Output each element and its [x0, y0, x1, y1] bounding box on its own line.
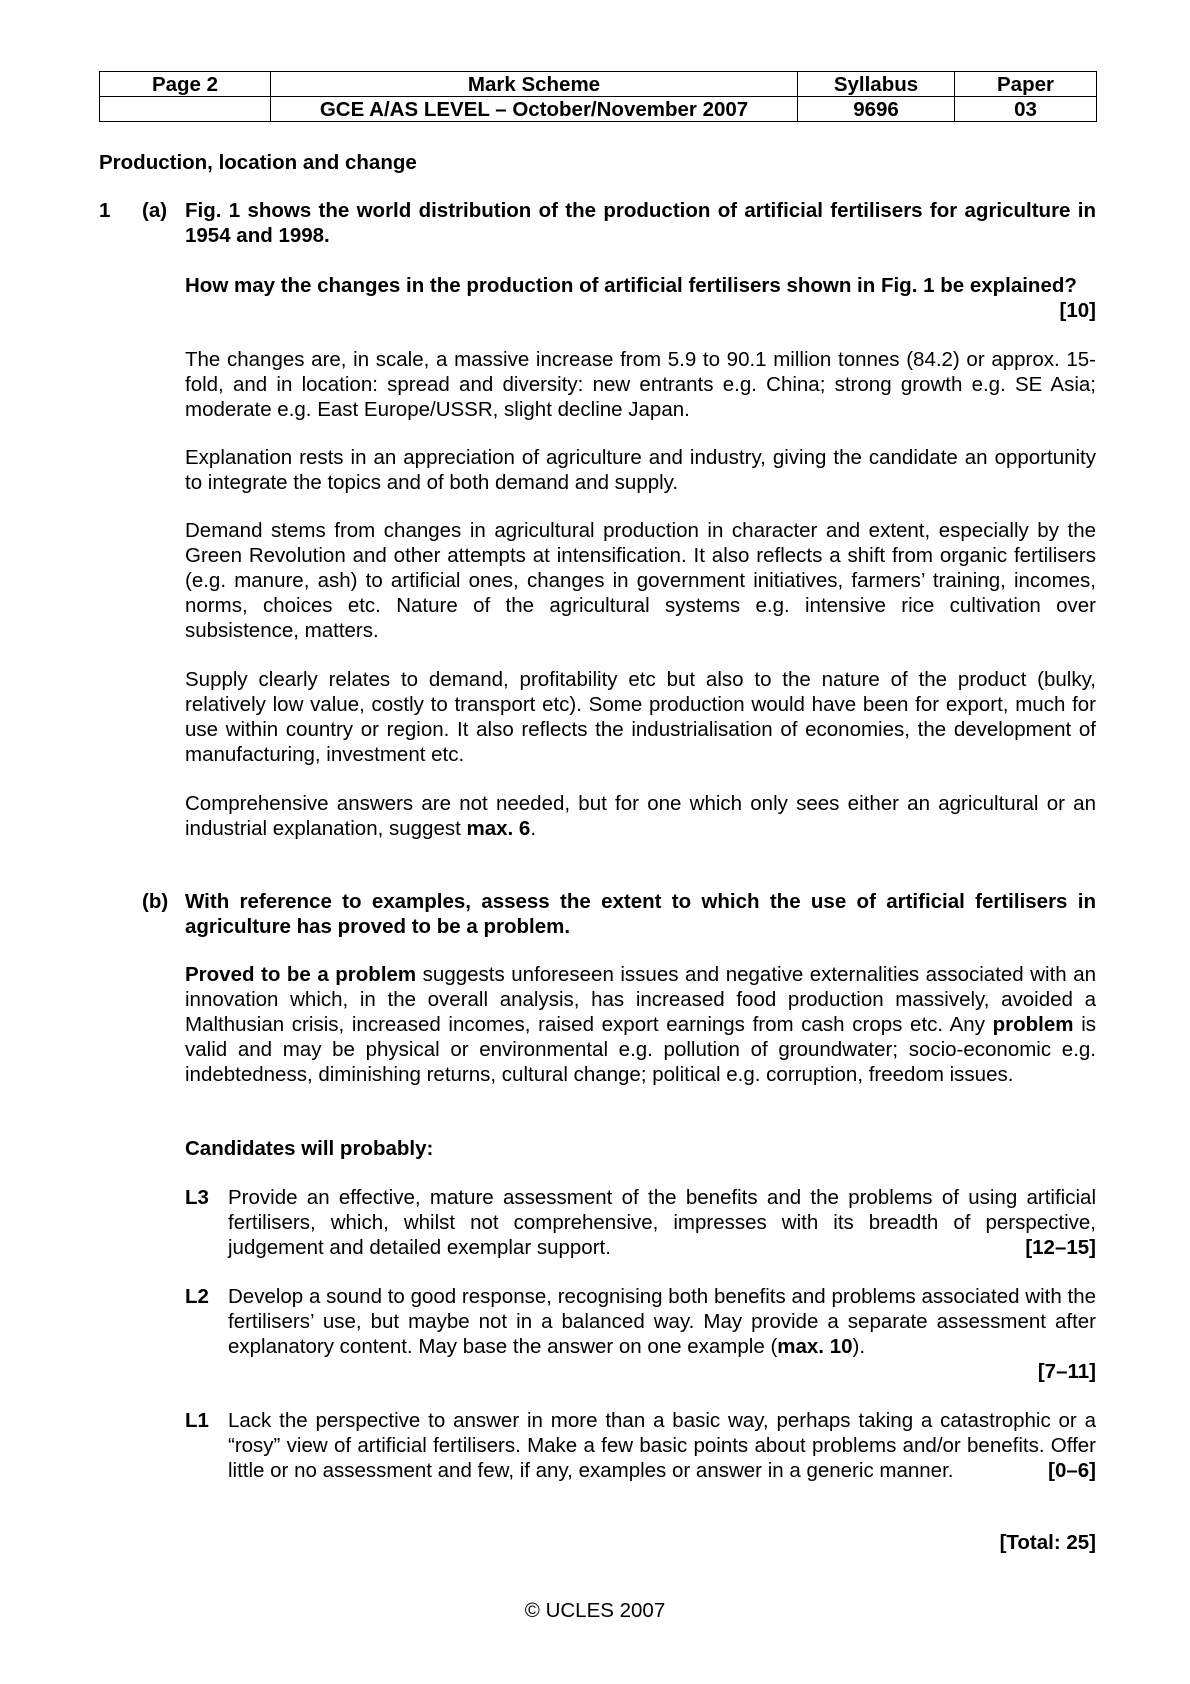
part-b-prompt: With reference to examples, assess the extent to which the use of artificial fertilisers in agriculture has proved to be a problem. [185, 890, 1096, 938]
section-title: Production, location and change [99, 151, 417, 174]
level-text: Provide an effective, mature assessment of the benefits and the problems of using artificial fertilisers, which, whilst not comprehensive, impresses with its breadth of perspective, judgement and detailed exemplar support. [228, 1186, 1096, 1259]
part-a-prompt-1: Fig. 1 shows the world distribution of the production of artificial fertilisers for agriculture in 1954 and 1998. [185, 199, 1096, 247]
header-table [99, 71, 1097, 122]
header-paper-code: 03 [955, 97, 1097, 122]
level-l1 [185, 1408, 1096, 1483]
candidates-heading: Candidates will probably: [185, 1137, 434, 1160]
level-text: Lack the perspective to answer in more than a basic way, perhaps taking a catastrophic or a “rosy” view of artificial fertilisers. Make a few basic points about problems and/or benefits. Offer little or no assessment and few, if any, examples or answer in a generic manner. [228, 1409, 1096, 1482]
level-marks: [7–11] [1037, 1360, 1096, 1383]
level-l2 [185, 1284, 1096, 1384]
question-number: 1 [99, 199, 111, 222]
header-exam: GCE A/AS LEVEL – October/November 2007 [271, 97, 798, 122]
header-paper: Paper [955, 72, 1097, 97]
part-a-marks: [10] [1059, 299, 1096, 322]
level-text: Develop a sound to good response, recognising both benefits and problems associated with the fertilisers’ use, but maybe not in a balanced way. May provide a separate assessment after explanatory content. May base the answer on one example ( [228, 1285, 1096, 1358]
level-marks: [0–6] [1048, 1459, 1096, 1482]
part-a-para-3: Demand stems from changes in agricultural production in character and extent, especially by the Green Revolution and other attempts at intensification. It also reflects a shift from organic fertilisers (e.g. manure, ash) to artificial ones, changes in government initiatives, farmers’ training, incomes, norms, choices etc. Nature of the agricultural systems e.g. intensive rice cultivation over subsistence, matters. [185, 519, 1096, 642]
total-marks: [Total: 25] [999, 1531, 1096, 1554]
header-syllabus: Syllabus [798, 72, 955, 97]
header-row-1 [100, 72, 1097, 97]
level-text-end: ). [852, 1335, 866, 1358]
part-a-para-1: The changes are, in scale, a massive increase from 5.9 to 90.1 million tonnes (84.2) or approx. 15-fold, and in location: spread and diversity: new entrants e.g. China; strong growth e.g. SE Asia; moderate e.g. East Europe/USSR, slight decline Japan. [185, 348, 1096, 421]
part-a-prompt-2 [185, 273, 1096, 323]
level-code: L1 [185, 1409, 209, 1432]
header-row-2 [100, 97, 1097, 122]
level-max: max. 10 [777, 1335, 853, 1358]
part-a-para-5-text: Comprehensive answers are not needed, but for one which only sees either an agricultural or an industrial explanation, suggest [185, 792, 1096, 840]
part-b-bold-1: Proved to be a problem [185, 963, 417, 986]
level-marks: [12–15] [1025, 1236, 1096, 1259]
part-a-para-4: Supply clearly relates to demand, profitability etc but also to the nature of the product (bulky, relatively low value, costly to transport etc). Some production would have been for export, much for use within country or region. It also reflects the industrialisation of economies, the development of manufacturing, investment etc. [185, 668, 1096, 766]
header-syllabus-code: 9696 [798, 97, 955, 122]
header-page: Page 2 [100, 72, 271, 97]
part-a-prompt-2-text: How may the changes in the production of artificial fertilisers shown in Fig. 1 be explained? [185, 274, 1077, 297]
level-l3 [185, 1185, 1096, 1260]
footer-copyright: © UCLES 2007 [524, 1599, 666, 1622]
part-b-label: (b) [142, 890, 169, 913]
header-title: Mark Scheme [271, 72, 798, 97]
part-a-para-5 [185, 791, 1096, 841]
part-b-bold-2: problem [992, 1013, 1074, 1036]
part-a-para-5-end: . [530, 817, 537, 840]
header-page-value [100, 97, 271, 122]
level-code: L3 [185, 1186, 209, 1209]
part-a-max: max. 6 [466, 817, 531, 840]
part-b-text-2: is valid and may be physical or environmental e.g. pollution of groundwater; socio-economic e.g. indebtedness, diminishing returns, cultural change; political e.g. corruption, freedom issues. [185, 1013, 1096, 1086]
part-a-para-2: Explanation rests in an appreciation of agriculture and industry, giving the candidate an opportunity to integrate the topics and of both demand and supply. [185, 446, 1096, 494]
part-b-para-1 [185, 962, 1096, 1087]
part-a-label: (a) [142, 199, 168, 222]
part-b-text-1: suggests unforeseen issues and negative externalities associated with an innovation which, in the overall analysis, has increased food production massively, avoided a Malthusian crisis, increased incomes, raised export earnings from cash crops etc. Any [185, 963, 1096, 1036]
level-code: L2 [185, 1285, 209, 1308]
